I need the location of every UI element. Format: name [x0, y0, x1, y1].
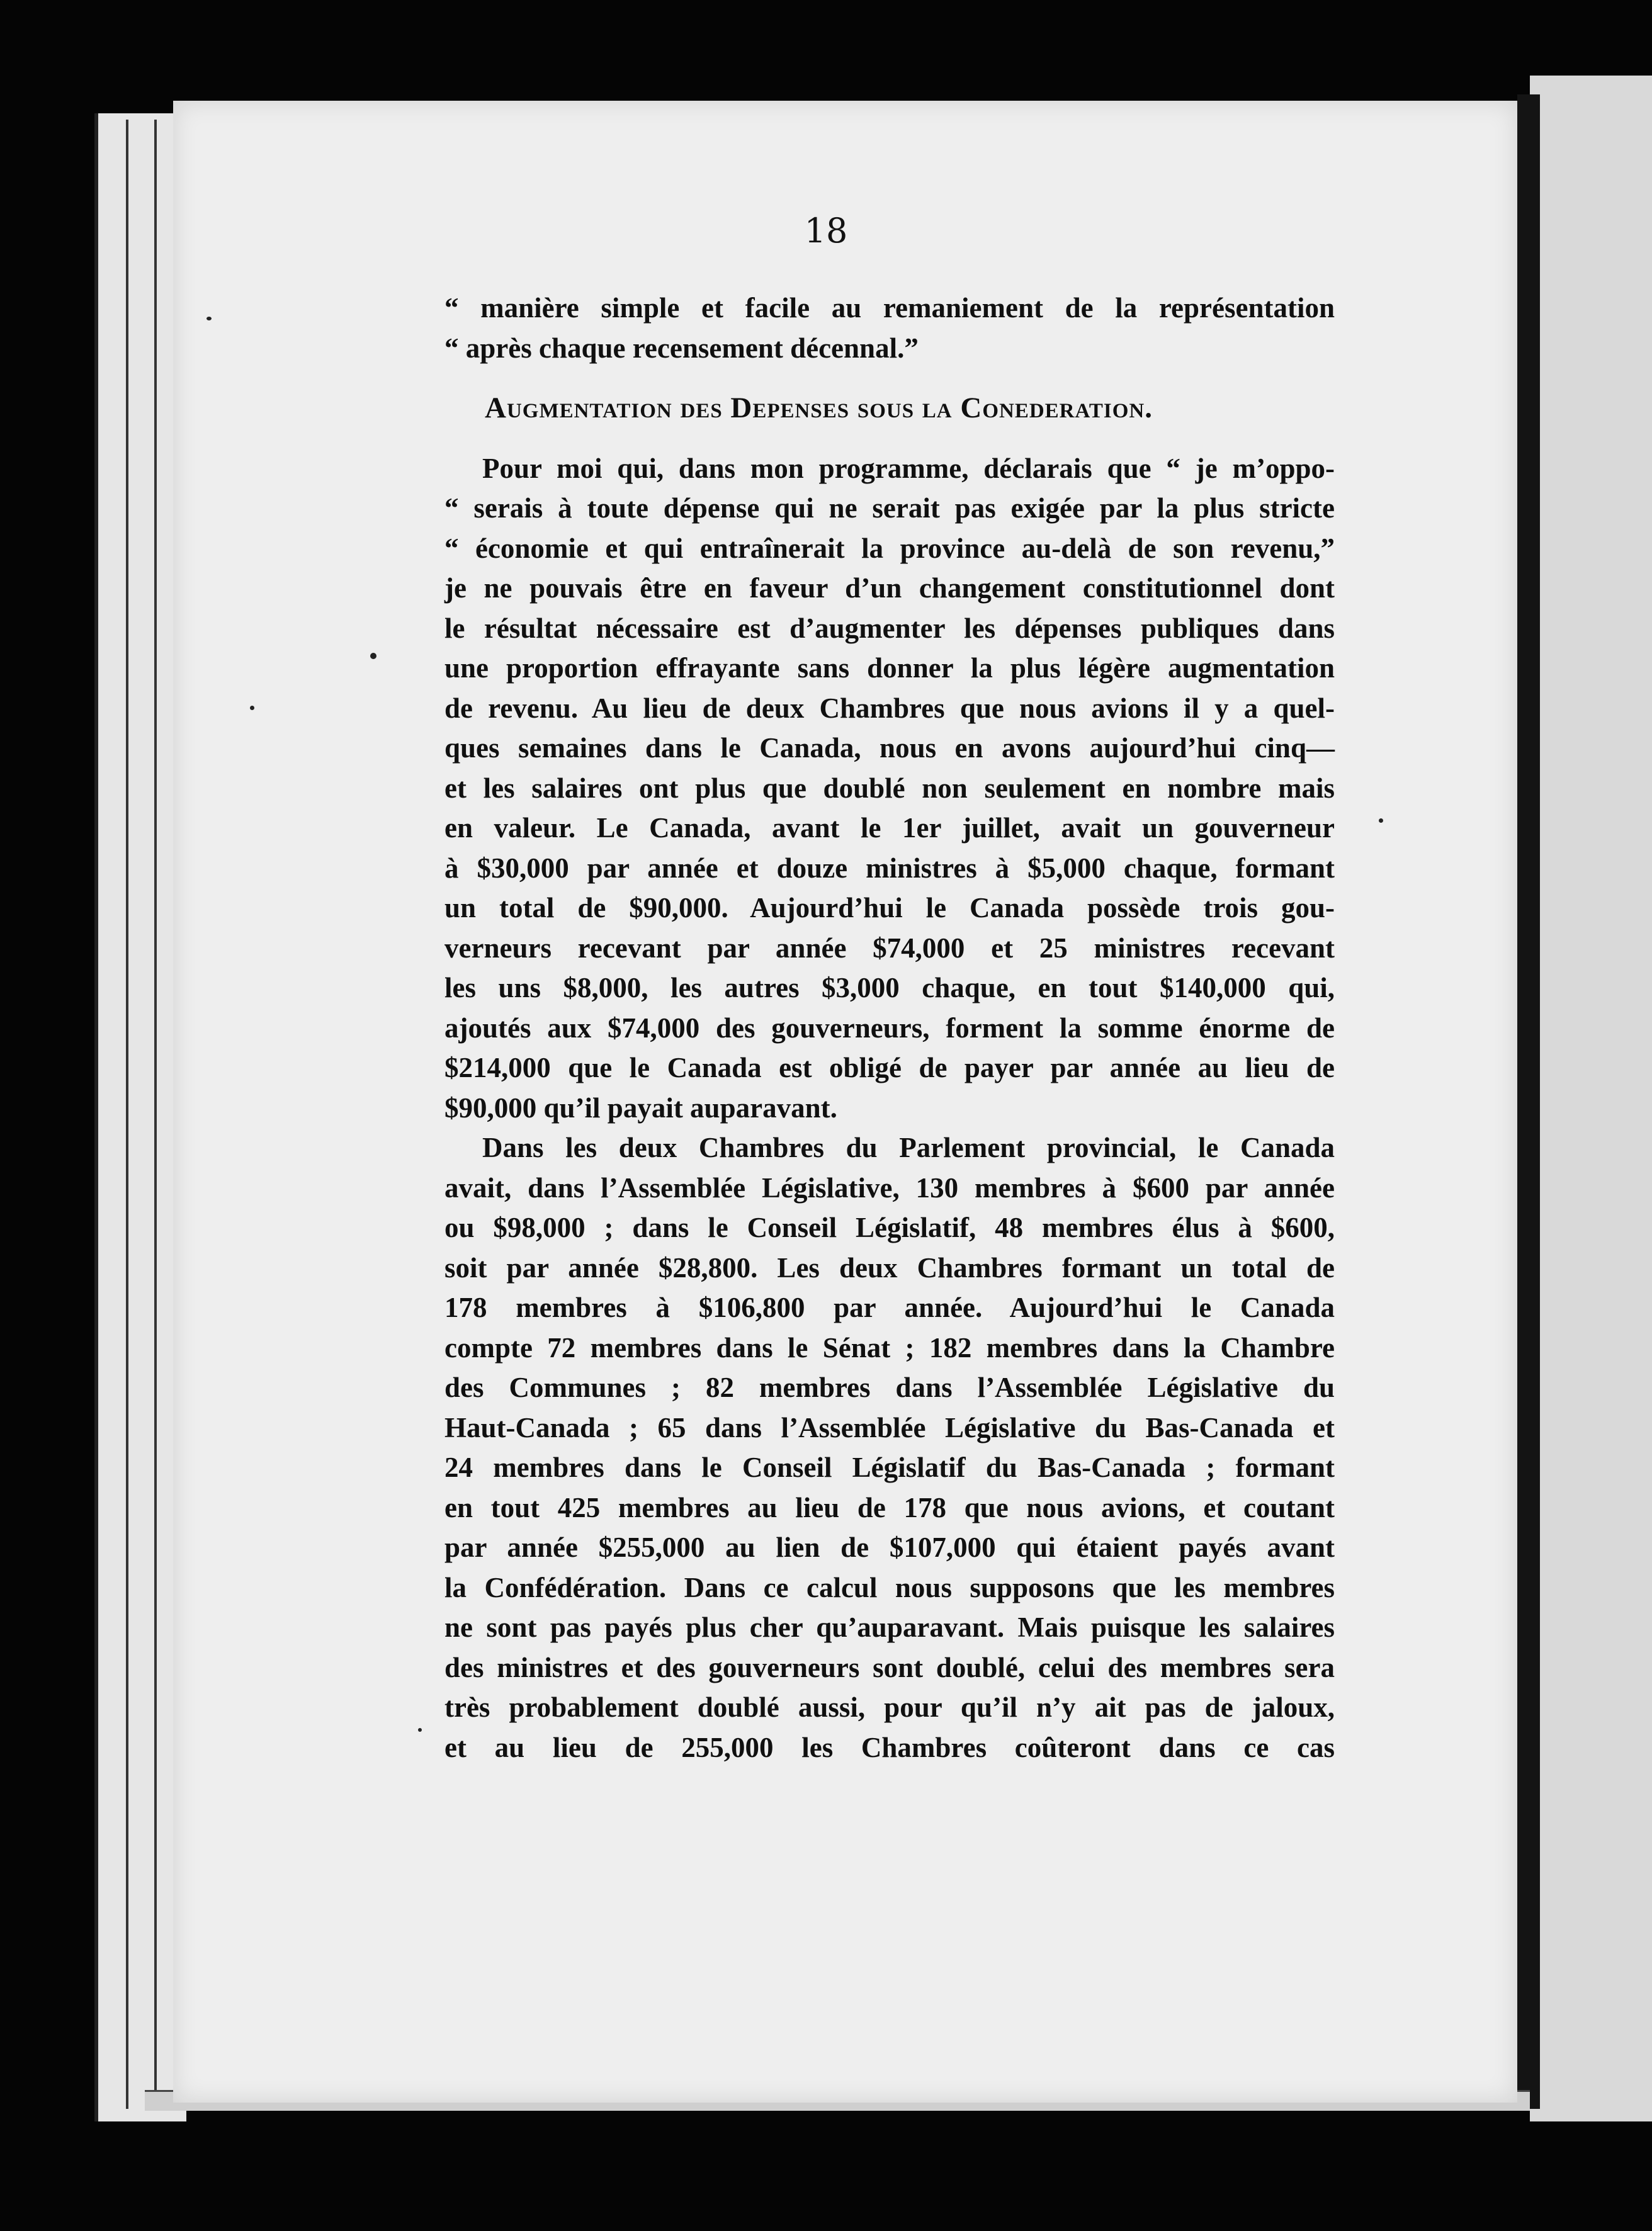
- text-line: Haut-Canada ; 65 dans l’Assemblée Législative du Bas-Canada et: [444, 1411, 1335, 1443]
- text-line: en valeur. Le Canada, avant le 1er juillet, avait un gouverneur: [444, 812, 1335, 844]
- text-line: ajoutés aux $74,000 des gouverneurs, forment la somme énorme de: [444, 1012, 1335, 1044]
- text-line: des Communes ; 82 membres dans l’Assemblée Législative du: [444, 1372, 1335, 1403]
- text-line: les uns $8,000, les autres $3,000 chaque, en tout $140,000 qui,: [444, 972, 1335, 1003]
- text-line: un total de $90,000. Aujourd’hui le Canada possède trois gou-: [444, 892, 1335, 923]
- body-text: [444, 288, 1335, 1768]
- text-line: ques semaines dans le Canada, nous en avons aujourd’hui cinq—: [444, 732, 1335, 764]
- scan-speck: [370, 653, 376, 659]
- text-line: Pour moi qui, dans mon programme, déclarais que “ je m’oppo-: [482, 452, 1335, 484]
- text-line: verneurs recevant par année $74,000 et 25 ministres recevant: [444, 932, 1335, 964]
- scan-speck: [1379, 818, 1383, 823]
- text-line: de revenu. Au lieu de deux Chambres que nous avions il y a quel-: [444, 692, 1335, 724]
- text-line: compte 72 membres dans le Sénat ; 182 membres dans la Chambre: [444, 1331, 1335, 1364]
- text-line: et au lieu de 255,000 les Chambres coûteront dans ce cas: [444, 1731, 1335, 1763]
- scan-speck: [418, 1728, 422, 1732]
- text-line: “ serais à toute dépense qui ne serait pas exigée par la plus stricte: [444, 492, 1335, 524]
- text-line: et les salaires ont plus que doublé non seulement en nombre mais: [444, 772, 1335, 804]
- text-line: en tout 425 membres au lieu de 178 que nous avions, et coutant: [444, 1491, 1335, 1523]
- text-line: “ après chaque recensement décennal.”: [444, 332, 919, 364]
- facing-page: [1530, 76, 1652, 2121]
- page-number: 18: [804, 211, 848, 251]
- scan-speck: [206, 317, 212, 320]
- text-line: $214,000 que le Canada est obligé de payer par année au lieu de: [444, 1052, 1335, 1083]
- text-line: 24 membres dans le Conseil Législatif du Bas-Canada ; formant: [444, 1452, 1335, 1483]
- text-line: ou $98,000 ; dans le Conseil Législatif, 48 membres élus à $600,: [444, 1212, 1335, 1243]
- text-line: je ne pouvais être en faveur d’un changement constitutionnel dont: [444, 572, 1335, 604]
- scan-speck: [250, 706, 254, 710]
- page-edge-line: [126, 120, 128, 2109]
- text-line: Dans les deux Chambres du Parlement provincial, le Canada: [482, 1132, 1335, 1163]
- text-line: “ économie et qui entraînerait la province au-delà de son revenu,”: [444, 532, 1335, 564]
- text-line: par année $255,000 au lien de $107,000 qui étaient payés avant: [444, 1532, 1335, 1563]
- text-line: le résultat nécessaire est d’augmenter les dépenses publiques dans: [444, 612, 1335, 644]
- text-line: soit par année $28,800. Les deux Chambres formant un total de: [444, 1251, 1335, 1284]
- text-line: une proportion effrayante sans donner la plus légère augmentation: [444, 652, 1335, 684]
- text-line: avait, dans l’Assemblée Législative, 130 membres à $600 par année: [444, 1172, 1335, 1204]
- text-line: ne sont pas payés plus cher qu’auparavant. Mais puisque les salaires: [444, 1612, 1335, 1643]
- section-heading: Augmentation des Depenses sous la Conederation.: [485, 392, 1153, 424]
- text-line: 178 membres à $106,800 par année. Aujourd’hui le Canada: [444, 1292, 1335, 1323]
- text-line: à $30,000 par année et douze ministres à $5,000 chaque, formant: [444, 852, 1335, 884]
- text-line: des ministres et des gouverneurs sont doublé, celui des membres sera: [444, 1651, 1335, 1683]
- text-line: “ manière simple et facile au remaniement de la représentation: [444, 292, 1335, 324]
- text-line: $90,000 qu’il payait auparavant.: [444, 1092, 837, 1124]
- gutter: [1517, 94, 1540, 2109]
- text-line: la Confédération. Dans ce calcul nous supposons que les membres: [444, 1571, 1335, 1603]
- text-line: très probablement doublé aussi, pour qu’il n’y ait pas de jaloux,: [444, 1692, 1335, 1723]
- page-edge-line: [154, 120, 157, 2109]
